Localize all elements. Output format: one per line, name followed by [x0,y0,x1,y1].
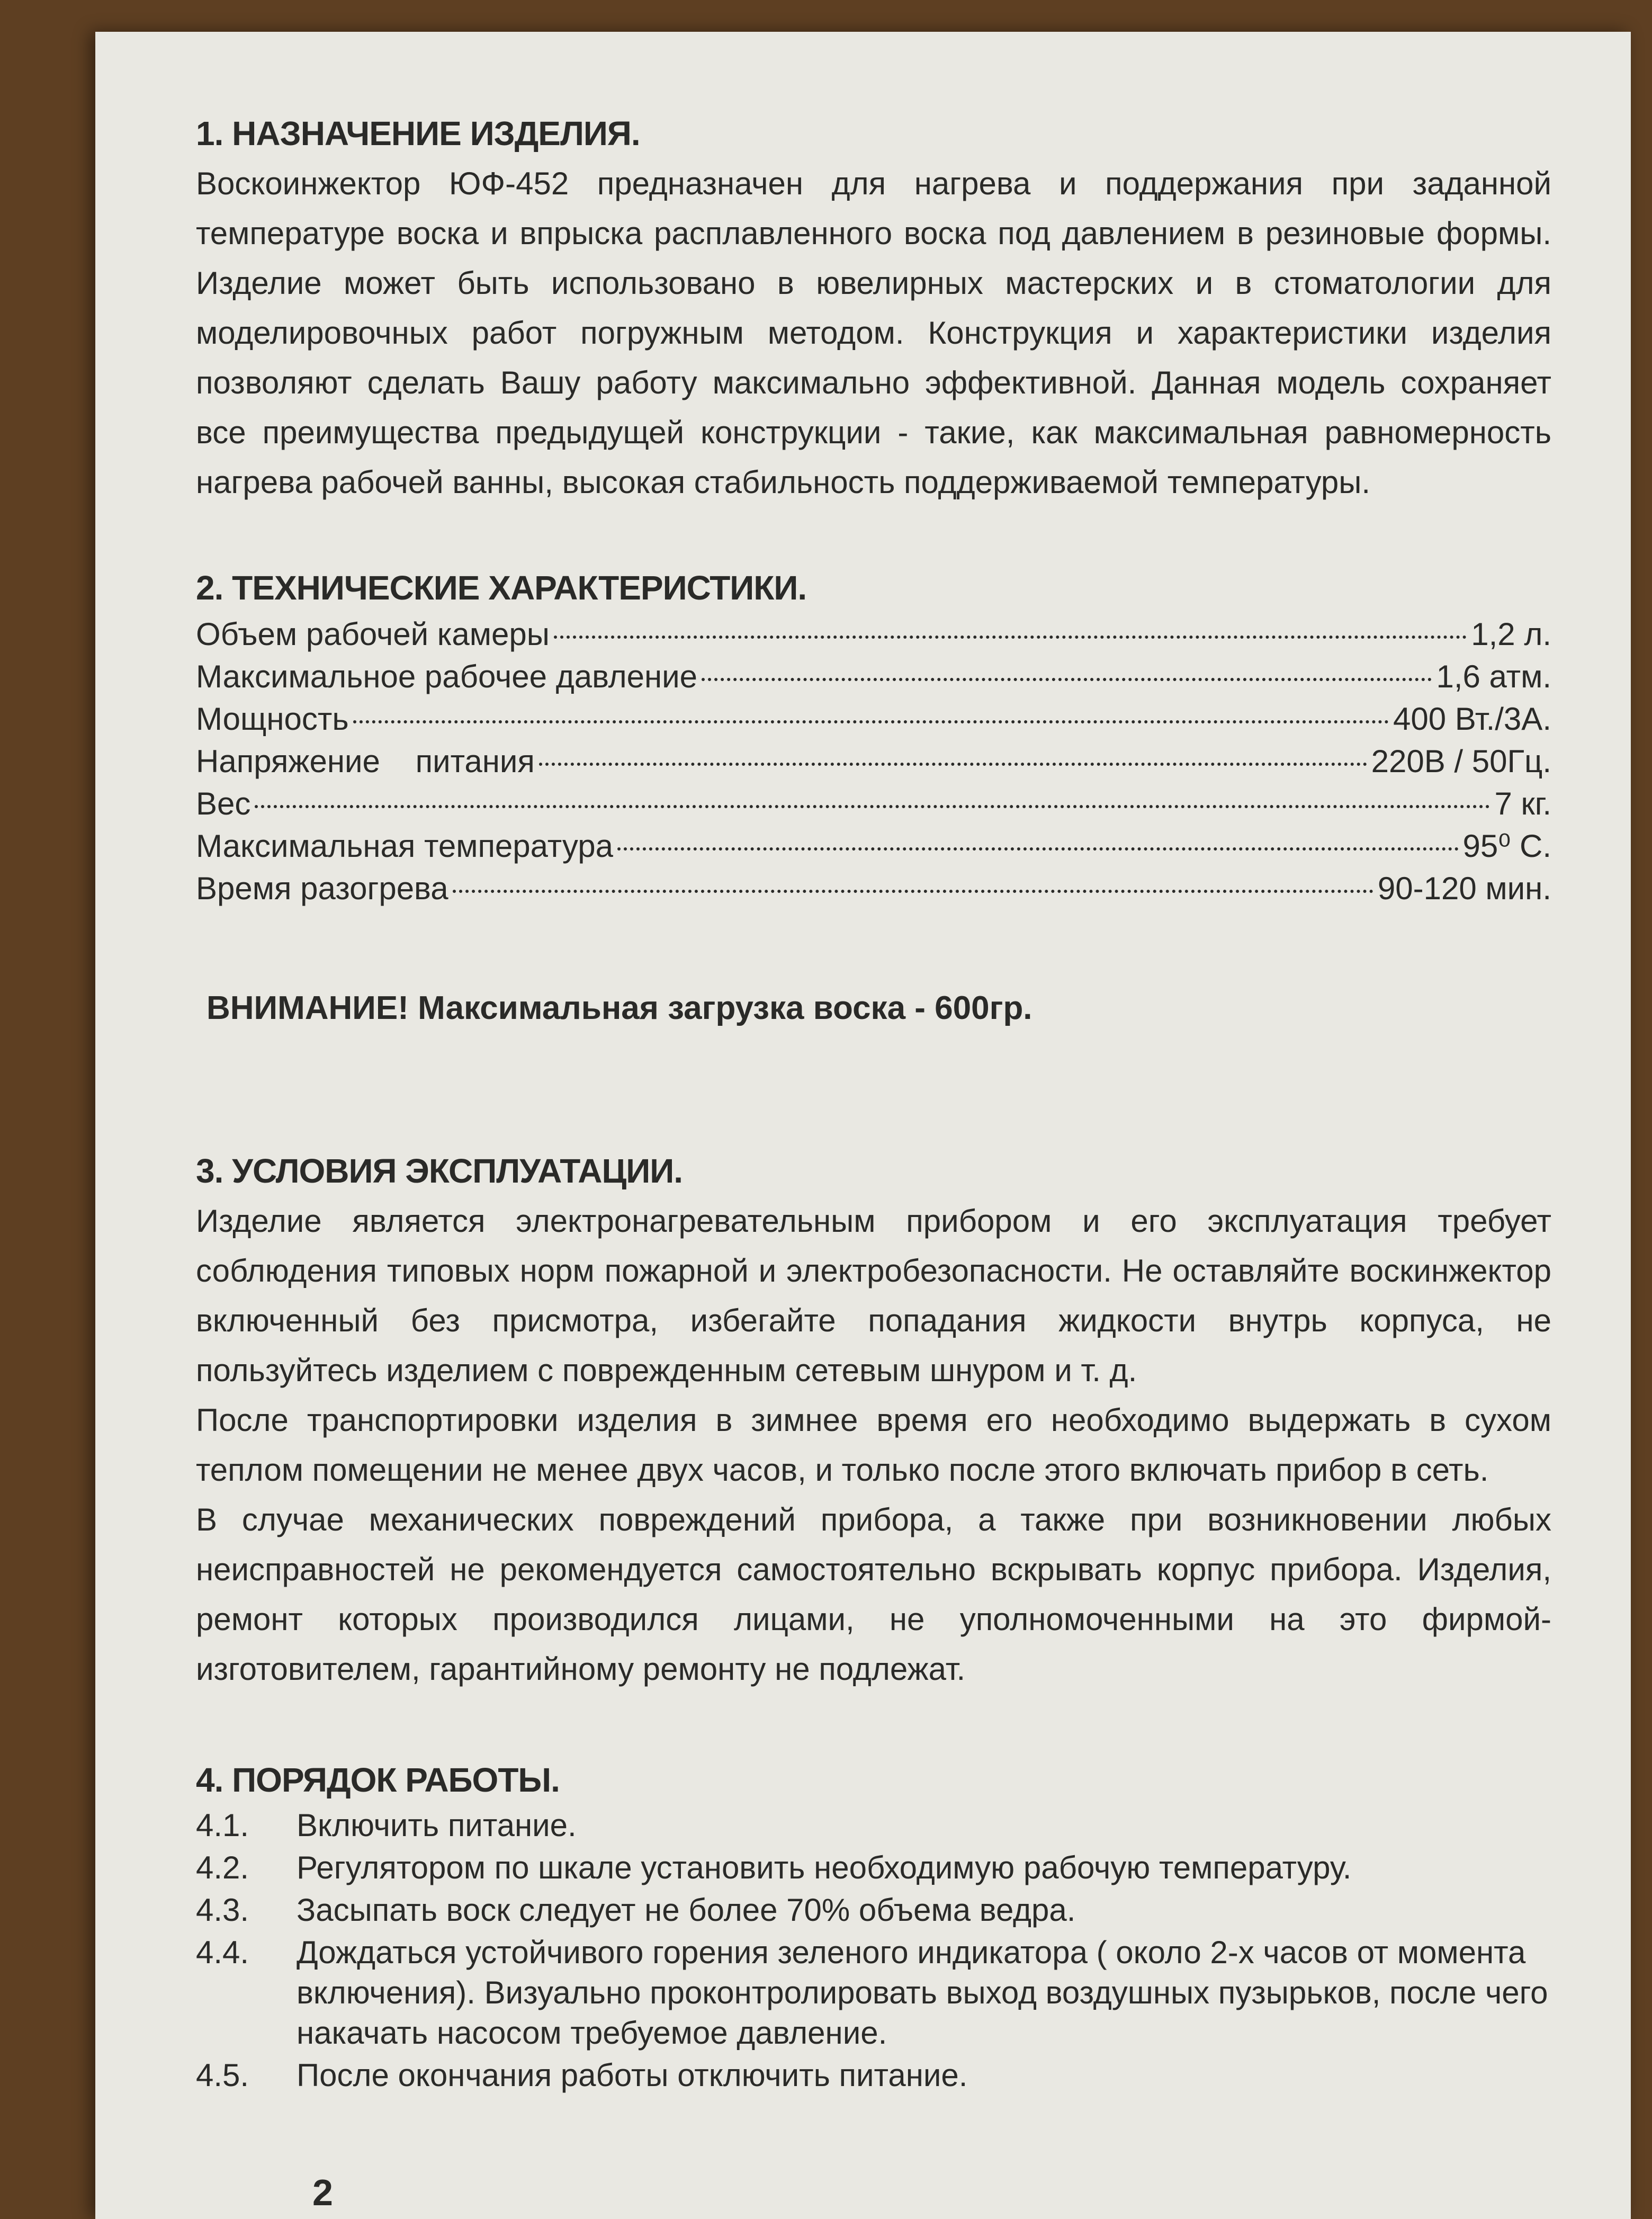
document-page [95,32,1631,2219]
spec-row [196,656,1551,698]
spec-value: 400 Вт./3А. [1393,701,1551,737]
section-specs [196,566,1551,1027]
spec-label: Максимальное рабочее давление [196,659,697,694]
section-operating-conditions-title: 3. УСЛОВИЯ ЭКСПЛУАТАЦИИ. [196,1152,683,1190]
spec-value: 90-120 мин. [1377,871,1551,906]
step-number: 4.1. [196,1808,249,1843]
spec-label: Время разогрева [196,871,448,906]
spec-label: Мощность [196,701,349,737]
attention-note: ВНИМАНИЕ! Максимальная загрузка воска - 600гр. [206,990,1032,1026]
spec-value: 95⁰ С. [1462,828,1551,864]
page-number: 2 [312,2172,333,2213]
conditions-paragraph: После транспортировки изделия в зимнее время его необходимо выдержать в сухом теплом помещении не менее двух часов, и только после этого включать прибор в сеть. [196,1402,1551,1488]
step-number: 4.5. [196,2057,249,2093]
step-text: Включить питание. [297,1808,577,1843]
spec-leader-dots [702,678,1432,681]
spec-leader-dots [255,805,1490,808]
step-text: После окончания работы отключить питание. [297,2057,968,2093]
procedure-step [196,1890,1551,1930]
procedure-step [196,2055,1551,2096]
spec-value: 1,6 атм. [1436,659,1551,694]
conditions-paragraph: Изделие является электронагревательным прибором и его эксплуатация требует соблюдения типовых норм пожарной и электробезопасности. Не оставляйте воскинжектор включенный без присмотра, избегайте попадания жидкости внутрь корпуса, не пользуйтесь изделием с поврежденным сетевым шнуром и т. д. [196,1203,1551,1388]
spec-value: 1,2 л. [1471,616,1551,652]
procedure-steps [196,1805,1551,2096]
spec-row [196,783,1551,825]
spec-row [196,740,1551,783]
section-operating-conditions [196,1149,1551,1694]
procedure-step [196,1932,1551,2053]
spec-row [196,613,1551,656]
spec-leader-dots [554,636,1467,639]
step-text: Дождаться устойчивого горения зеленого индикатора ( около 2-х часов от момента включения). Визуально проконтролировать выход воздушных пузырьков, после чего накачать насосом требуемое давление. [297,1935,1548,2051]
section-purpose-body: Воскоинжектор ЮФ-452 предназначен для нагрева и поддержания при заданной температуре воска и впрыска расплавленного воска под давлением в резиновые формы. Изделие может быть использовано в ювелирных мастерских и в стоматологии для моделировочных работ погружным методом. Конструкция и характеристики изделия позволяют сделать Вашу работу максимально эффективной. Данная модель сохраняет все преимущества предыдущей конструкции - такие, как максимальная равномерность нагрева рабочей ванны, высокая стабильность поддерживаемой температуры. [196,166,1551,500]
step-text: Регулятором по шкале установить необходимую рабочую температуру. [297,1850,1352,1885]
spec-row [196,825,1551,867]
section-purpose [196,111,1551,507]
spec-label: Напряжение питания [196,744,535,779]
step-number: 4.2. [196,1850,249,1885]
conditions-paragraph: В случае механических повреждений прибора, а также при возникновении любых неисправностей не рекомендуется самостоятельно вскрывать корпус прибора. Изделия, ремонт которых производился лицами, не уполномоченными на это фирмой-изготовителем, гарантийному ремонту не подлежат. [196,1502,1551,1687]
section-specs-title: 2. ТЕХНИЧЕСКИЕ ХАРАКТЕРИСТИКИ. [196,569,807,607]
spec-leader-dots [539,763,1367,766]
step-text: Засыпать воск следует не более 70% объема ведра. [297,1892,1076,1928]
spec-label: Вес [196,786,251,821]
step-number: 4.4. [196,1935,249,1970]
section-operating-procedure [196,1758,1551,2096]
section-purpose-title: 1. НАЗНАЧЕНИЕ ИЗДЕЛИЯ. [196,114,640,153]
step-number: 4.3. [196,1892,249,1928]
spec-value: 7 кг. [1494,786,1551,821]
spec-value: 220В / 50Гц. [1371,744,1551,779]
spec-leader-dots [453,890,1373,893]
spec-row [196,867,1551,910]
section-operating-procedure-title: 4. ПОРЯДОК РАБОТЫ. [196,1761,560,1799]
spec-row [196,698,1551,740]
spec-label: Максимальная температура [196,828,613,864]
spec-leader-dots [617,847,1459,851]
procedure-step [196,1848,1551,1888]
spec-label: Объем рабочей камеры [196,616,550,652]
page-content [196,111,1551,2098]
spec-leader-dots [353,720,1389,723]
specs-list [196,613,1551,910]
procedure-step [196,1805,1551,1846]
